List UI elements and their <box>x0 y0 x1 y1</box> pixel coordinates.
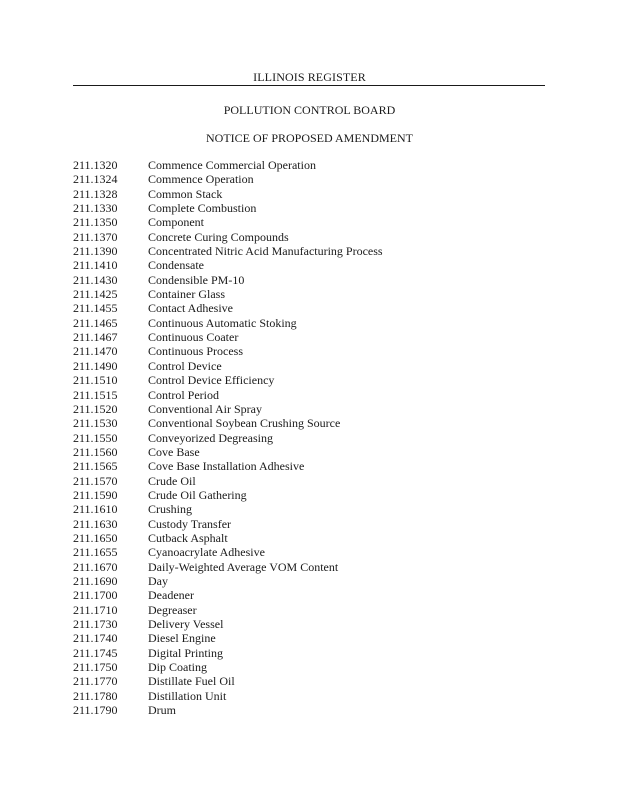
section-row <box>73 459 553 473</box>
section-row <box>73 431 553 445</box>
section-term: Control Device <box>148 358 222 373</box>
section-row <box>73 445 553 459</box>
section-number: 211.1410 <box>73 258 118 273</box>
section-number: 211.1550 <box>73 430 118 445</box>
section-row <box>73 560 553 574</box>
section-row <box>73 158 553 172</box>
section-row <box>73 474 553 488</box>
section-term: Control Period <box>148 387 219 402</box>
section-number: 211.1328 <box>73 186 118 201</box>
section-term: Distillation Unit <box>148 688 227 703</box>
section-term: Crude Oil Gathering <box>148 487 247 502</box>
section-number: 211.1770 <box>73 674 118 689</box>
section-term: Condensate <box>148 258 204 273</box>
section-term: Component <box>148 215 204 230</box>
section-row <box>73 588 553 602</box>
section-term: Day <box>148 573 168 588</box>
section-number: 211.1370 <box>73 229 118 244</box>
section-term: Degreaser <box>148 602 197 617</box>
section-number: 211.1630 <box>73 516 118 531</box>
section-term: Container Glass <box>148 287 225 302</box>
section-term: Commence Commercial Operation <box>148 158 316 172</box>
section-row <box>73 244 553 258</box>
section-number: 211.1710 <box>73 602 118 617</box>
section-term: Conventional Soybean Crushing Source <box>148 416 341 431</box>
section-row <box>73 517 553 531</box>
section-term: Concrete Curing Compounds <box>148 229 289 244</box>
section-term: Deadener <box>148 588 194 603</box>
section-row <box>73 545 553 559</box>
section-row <box>73 617 553 631</box>
section-row <box>73 660 553 674</box>
section-term: Common Stack <box>148 186 223 201</box>
section-number: 211.1790 <box>73 703 118 718</box>
definitions-list <box>73 158 553 717</box>
section-number: 211.1320 <box>73 158 118 172</box>
section-number: 211.1425 <box>73 287 118 302</box>
section-number: 211.1780 <box>73 688 118 703</box>
section-row <box>73 631 553 645</box>
section-term: Custody Transfer <box>148 516 232 531</box>
section-row <box>73 373 553 387</box>
header-rule <box>73 85 545 86</box>
section-row <box>73 316 553 330</box>
section-row <box>73 388 553 402</box>
section-number: 211.1324 <box>73 172 118 187</box>
section-row <box>73 258 553 272</box>
section-term: Conventional Air Spray <box>148 401 262 416</box>
section-number: 211.1455 <box>73 301 118 316</box>
section-row <box>73 359 553 373</box>
section-number: 211.1430 <box>73 272 118 287</box>
section-term: Dip Coating <box>148 660 207 675</box>
section-row <box>73 646 553 660</box>
section-number: 211.1745 <box>73 645 118 660</box>
section-number: 211.1560 <box>73 444 118 459</box>
section-number: 211.1750 <box>73 660 118 675</box>
section-term: Contact Adhesive <box>148 301 233 316</box>
section-term: Conveyorized Degreasing <box>148 430 273 445</box>
section-row <box>73 287 553 301</box>
section-number: 211.1565 <box>73 459 118 474</box>
section-term: Commence Operation <box>148 172 254 187</box>
section-term: Concentrated Nitric Acid Manufacturing Process <box>148 244 383 259</box>
section-number: 211.1700 <box>73 588 118 603</box>
section-term: Continuous Process <box>148 344 244 359</box>
section-term: Drum <box>148 703 176 718</box>
section-number: 211.1610 <box>73 502 118 517</box>
section-number: 211.1467 <box>73 330 118 345</box>
notice-heading: NOTICE OF PROPOSED AMENDMENT <box>205 131 414 145</box>
section-row <box>73 488 553 502</box>
section-number: 211.1390 <box>73 244 118 259</box>
section-term: Daily-Weighted Average VOM Content <box>148 559 339 574</box>
section-term: Continuous Automatic Stoking <box>148 315 297 330</box>
section-number: 211.1570 <box>73 473 118 488</box>
section-row <box>73 201 553 215</box>
section-number: 211.1490 <box>73 358 118 373</box>
section-number: 211.1520 <box>73 401 118 416</box>
section-row <box>73 230 553 244</box>
section-row <box>73 689 553 703</box>
section-term: Diesel Engine <box>148 631 216 646</box>
section-number: 211.1650 <box>73 530 118 545</box>
section-term: Control Device Efficiency <box>148 373 275 388</box>
section-row <box>73 402 553 416</box>
section-number: 211.1330 <box>73 201 118 216</box>
section-term: Delivery Vessel <box>148 617 224 631</box>
section-number: 211.1350 <box>73 215 118 230</box>
section-row <box>73 531 553 545</box>
section-row <box>73 674 553 688</box>
section-row <box>73 603 553 617</box>
section-number: 211.1510 <box>73 373 118 388</box>
section-number: 211.1670 <box>73 559 118 574</box>
section-term: Crushing <box>148 502 193 517</box>
section-number: 211.1465 <box>73 315 118 330</box>
section-row <box>73 574 553 588</box>
section-number: 211.1655 <box>73 545 118 560</box>
agency-name: POLLUTION CONTROL BOARD <box>223 103 396 117</box>
section-term: Crude Oil <box>148 473 196 488</box>
section-term: Cove Base <box>148 444 200 459</box>
section-number: 211.1515 <box>73 387 118 402</box>
section-row <box>73 273 553 287</box>
section-number: 211.1690 <box>73 573 118 588</box>
section-term: Cove Base Installation Adhesive <box>148 459 305 474</box>
section-row <box>73 215 553 229</box>
section-row <box>73 301 553 315</box>
section-row <box>73 330 553 344</box>
section-number: 211.1740 <box>73 631 118 646</box>
section-term: Cutback Asphalt <box>148 530 228 545</box>
section-row <box>73 416 553 430</box>
section-number: 211.1590 <box>73 487 118 502</box>
section-row <box>73 344 553 358</box>
section-number: 211.1730 <box>73 617 118 631</box>
section-row <box>73 172 553 186</box>
register-title: ILLINOIS REGISTER <box>253 70 366 84</box>
section-row <box>73 187 553 201</box>
section-term: Continuous Coater <box>148 330 239 345</box>
section-term: Digital Printing <box>148 645 223 660</box>
section-term: Complete Combustion <box>148 201 257 216</box>
section-row <box>73 502 553 516</box>
section-term: Cyanoacrylate Adhesive <box>148 545 265 560</box>
section-term: Condensible PM-10 <box>148 272 245 287</box>
section-number: 211.1470 <box>73 344 118 359</box>
section-number: 211.1530 <box>73 416 118 431</box>
section-row <box>73 703 553 717</box>
section-term: Distillate Fuel Oil <box>148 674 235 689</box>
